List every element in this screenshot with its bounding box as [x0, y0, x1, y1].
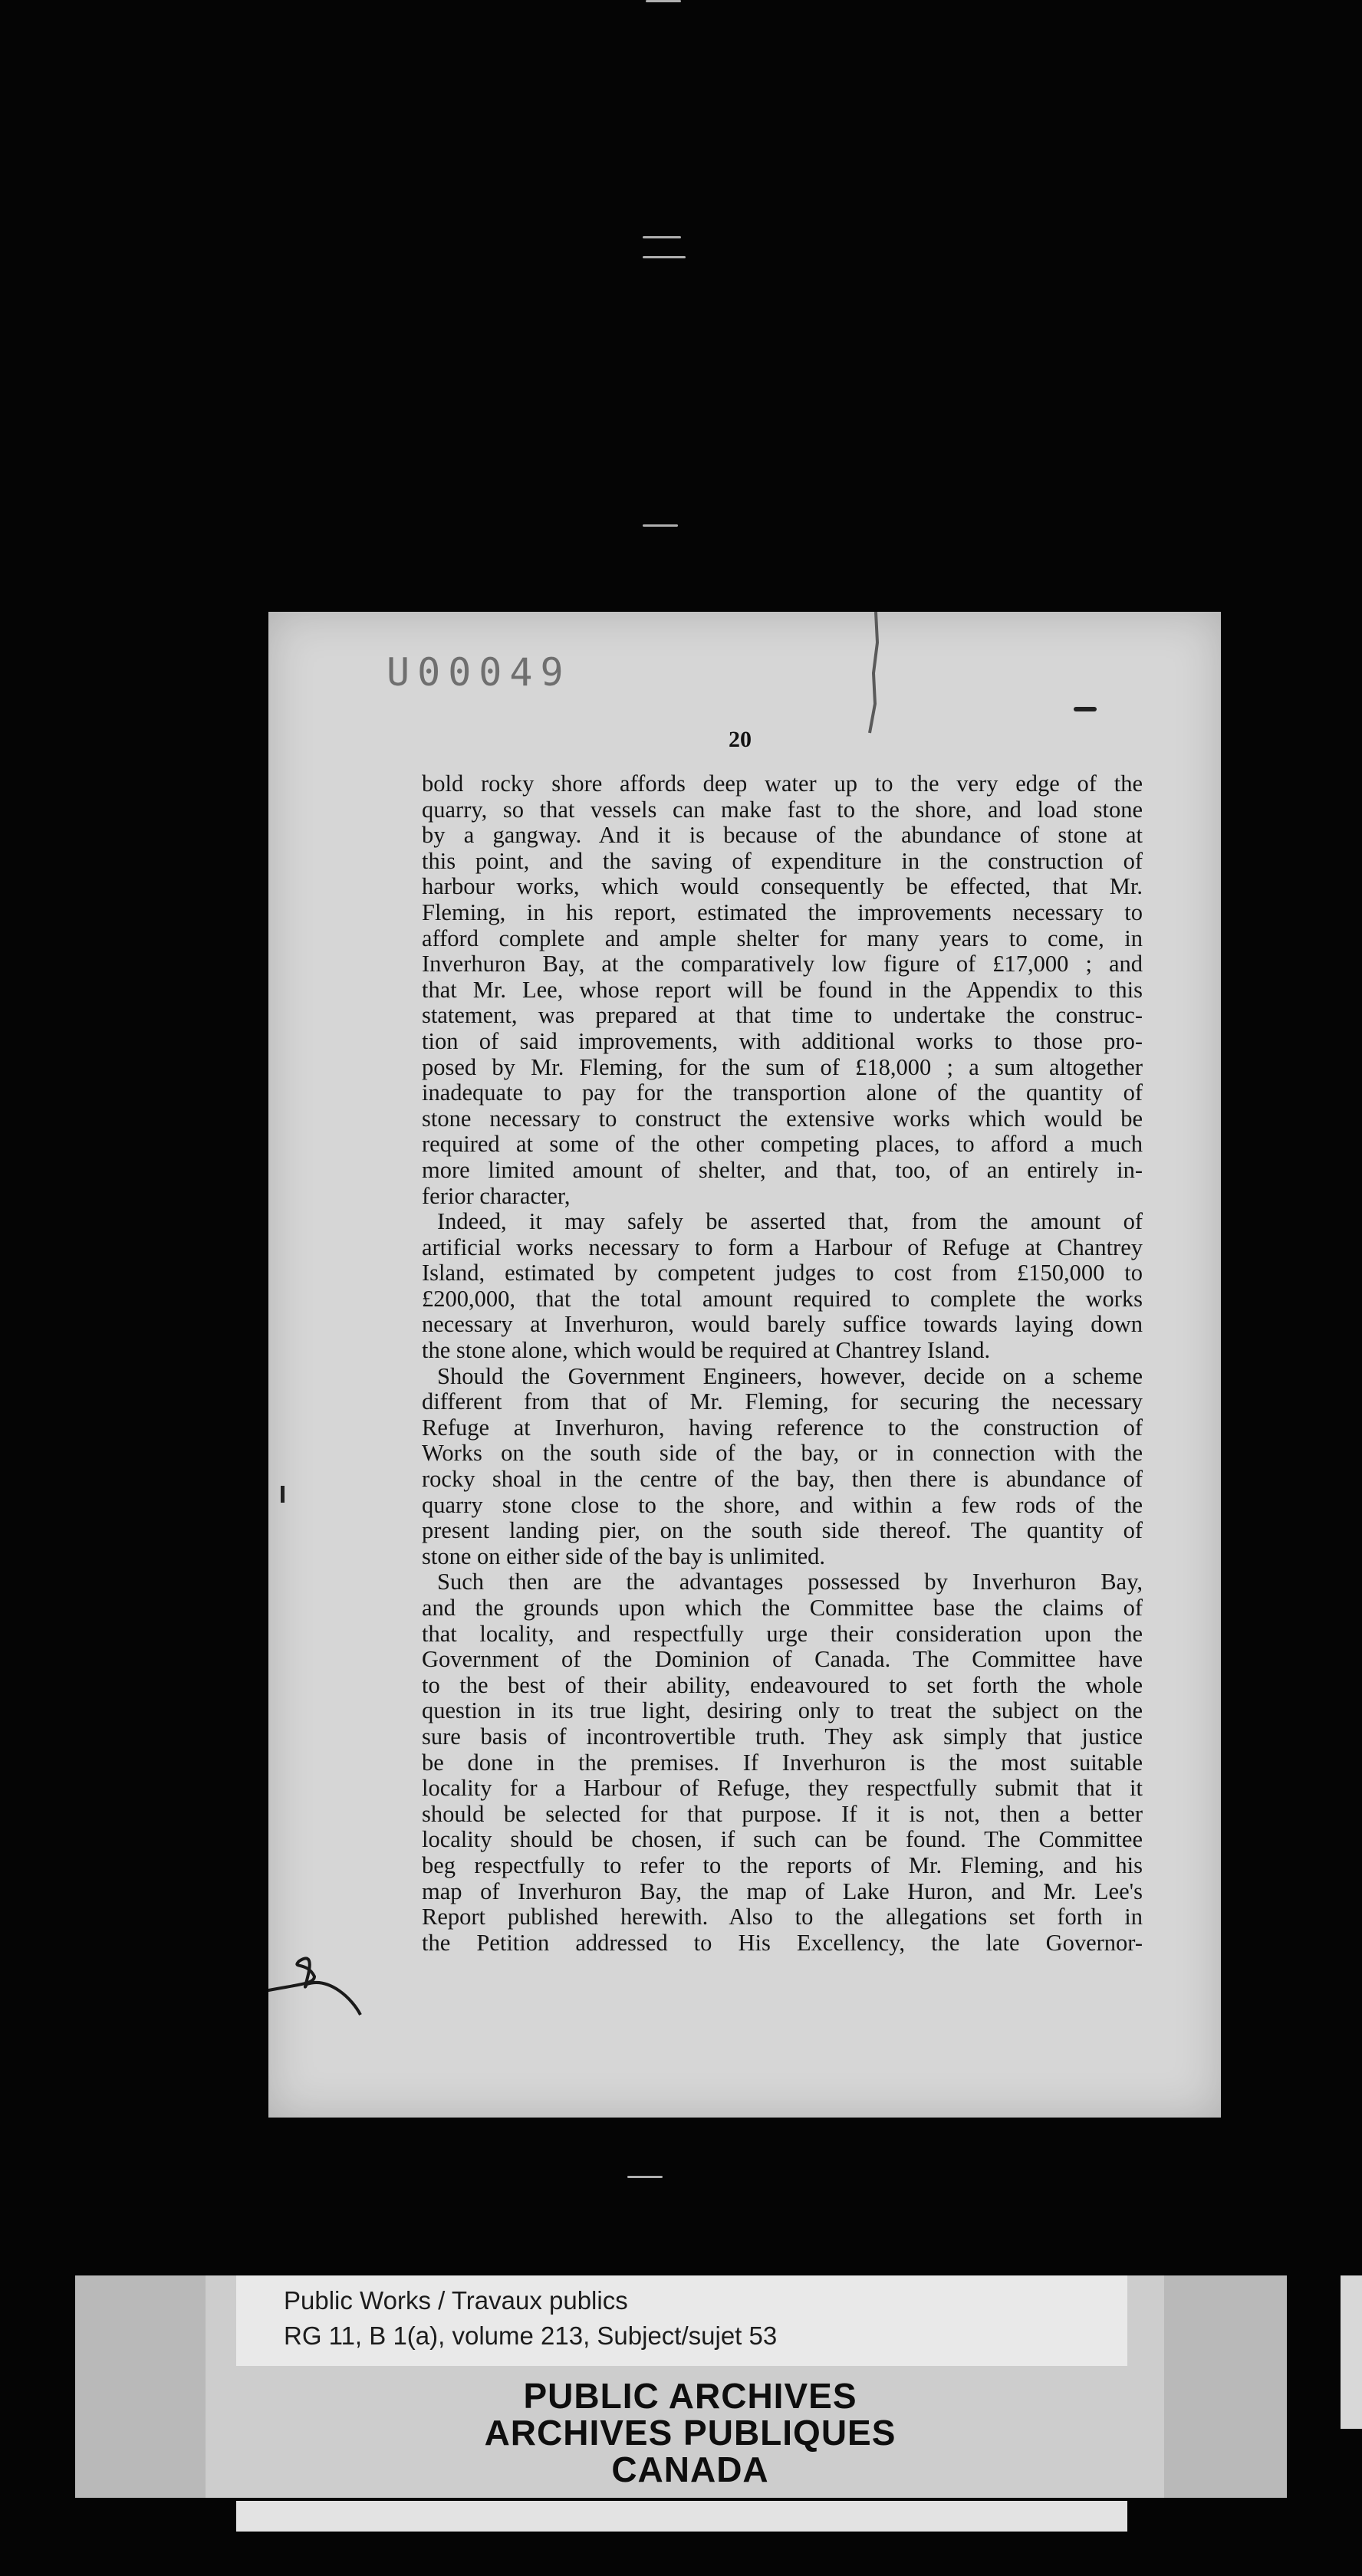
text-line: quarry stone close to the shore, and within a few rods of the [422, 1491, 1143, 1518]
text-line: statement, was prepared at that time to undertake the construc- [422, 1002, 1143, 1029]
text-line: more limited amount of shelter, and that, too, of an entirely in- [422, 1156, 1143, 1183]
archive-stamp-number: U00049 [387, 650, 571, 695]
text-line: inadequate to pay for the transportion alone of the quantity of [422, 1079, 1143, 1106]
text-line: locality should be chosen, if such can be found. The Committee [422, 1826, 1143, 1853]
document-page [268, 612, 1221, 2118]
text-line: question in its true light, desiring only to treat the subject on the [422, 1697, 1143, 1724]
text-line: stone on either side of the bay is unlimited. [422, 1543, 826, 1569]
text-line: Such then are the advantages possessed by Inverhuron Bay, [437, 1569, 1143, 1595]
text-line: to the best of their ability, endeavoured to set forth the whole [422, 1671, 1143, 1698]
text-line: ferior character, [422, 1182, 571, 1209]
margin-mark [281, 1486, 285, 1503]
text-line: afford complete and ample shelter for many years to come, in [422, 925, 1143, 951]
text-line: quarry, so that vessels can make fast to the shore, and load stone [422, 796, 1143, 823]
text-line: rocky shoal in the centre of the bay, then there is abundance of [422, 1466, 1143, 1493]
text-line: Works on the south side of the bay, or in connection with the [422, 1440, 1143, 1467]
text-line: Report published herewith. Also to the allegations set forth in [422, 1904, 1143, 1930]
paper-tear [867, 612, 885, 734]
text-line: present landing pier, on the south side thereof. The quantity of [422, 1517, 1143, 1544]
text-line: tion of said improvements, with additional works to those pro- [422, 1027, 1143, 1054]
film-scratch-mark [646, 0, 681, 2]
text-line: posed by Mr. Fleming, for the sum of £18,000 ; a sum altogether [422, 1053, 1143, 1080]
film-scratch-mark [643, 256, 686, 258]
text-line: this point, and the saving of expenditure in the construction of [422, 847, 1143, 874]
reference-line-1: Public Works / Travaux publics [284, 2286, 628, 2315]
text-line: be done in the premises. If Inverhuron is the most suitable [422, 1749, 1143, 1776]
text-line: by a gangway. And it is because of the abundance of stone at [422, 822, 1143, 849]
text-line: Refuge at Inverhuron, having reference to the construction of [422, 1414, 1143, 1441]
text-line: sure basis of incontrovertible truth. They ask simply that justice [422, 1723, 1143, 1750]
text-line: Government of the Dominion of Canada. The Committee have [422, 1646, 1143, 1673]
text-line: Fleming, in his report, estimated the improvements necessary to [422, 899, 1143, 925]
archive-title-fr: ARCHIVES PUBLIQUES [484, 2413, 896, 2453]
film-edge-mark [1341, 2275, 1362, 2429]
ink-mark [1074, 707, 1097, 711]
label-bottom-bar [236, 2501, 1127, 2532]
text-line: £200,000, that the total amount required to complete the works [422, 1285, 1143, 1312]
label-right-tab [1164, 2275, 1287, 2498]
text-line: that locality, and respectfully urge their consideration upon the [422, 1620, 1143, 1647]
text-line: stone necessary to construct the extensive works which would be [422, 1105, 1143, 1132]
film-scratch-mark [643, 524, 678, 527]
text-line: necessary at Inverhuron, would barely suffice towards laying down [422, 1311, 1143, 1338]
label-left-tab [75, 2275, 206, 2498]
handwritten-mark [268, 1930, 391, 2038]
text-line: Inverhuron Bay, at the comparatively low figure of £17,000 ; and [422, 951, 1143, 978]
text-line: locality for a Harbour of Refuge, they respectfully submit that it [422, 1775, 1143, 1802]
text-line: harbour works, which would consequently be effected, that Mr. [422, 873, 1143, 900]
text-line: that Mr. Lee, whose report will be found in the Appendix to this [422, 976, 1143, 1003]
reference-line-2: RG 11, B 1(a), volume 213, Subject/sujet 53 [284, 2321, 778, 2350]
film-scratch-mark [627, 2176, 663, 2178]
page-number: 20 [729, 727, 752, 752]
text-line: required at some of the other competing places, to afford a much [422, 1131, 1143, 1158]
text-line: Island, estimated by competent judges to cost from £150,000 to [422, 1260, 1143, 1286]
archive-title-country: CANADA [611, 2450, 769, 2489]
text-line: should be selected for that purpose. If it is not, then a better [422, 1800, 1143, 1827]
text-line: different from that of Mr. Fleming, for securing the necessary [422, 1388, 1143, 1415]
text-line: and the grounds upon which the Committee base the claims of [422, 1595, 1143, 1621]
text-line: beg respectfully to refer to the reports of Mr. Fleming, and his [422, 1852, 1143, 1878]
archive-reference-card [236, 2275, 1127, 2366]
text-line: artificial works necessary to form a Harbour of Refuge at Chantrey [422, 1234, 1143, 1260]
document-body [422, 771, 1143, 1956]
archive-title-en: PUBLIC ARCHIVES [523, 2376, 857, 2416]
text-line: Indeed, it may safely be asserted that, from the amount of [437, 1208, 1143, 1235]
text-line: Should the Government Engineers, however, decide on a scheme [437, 1362, 1143, 1389]
text-line: the Petition addressed to His Excellency, the late Governor- [422, 1929, 1143, 1956]
text-line: the stone alone, which would be required at Chantrey Island. [422, 1337, 991, 1364]
text-line: bold rocky shore affords deep water up to the very edge of the [422, 770, 1143, 797]
text-line: map of Inverhuron Bay, the map of Lake Huron, and Mr. Lee's [422, 1878, 1143, 1904]
film-scratch-mark [643, 236, 681, 238]
